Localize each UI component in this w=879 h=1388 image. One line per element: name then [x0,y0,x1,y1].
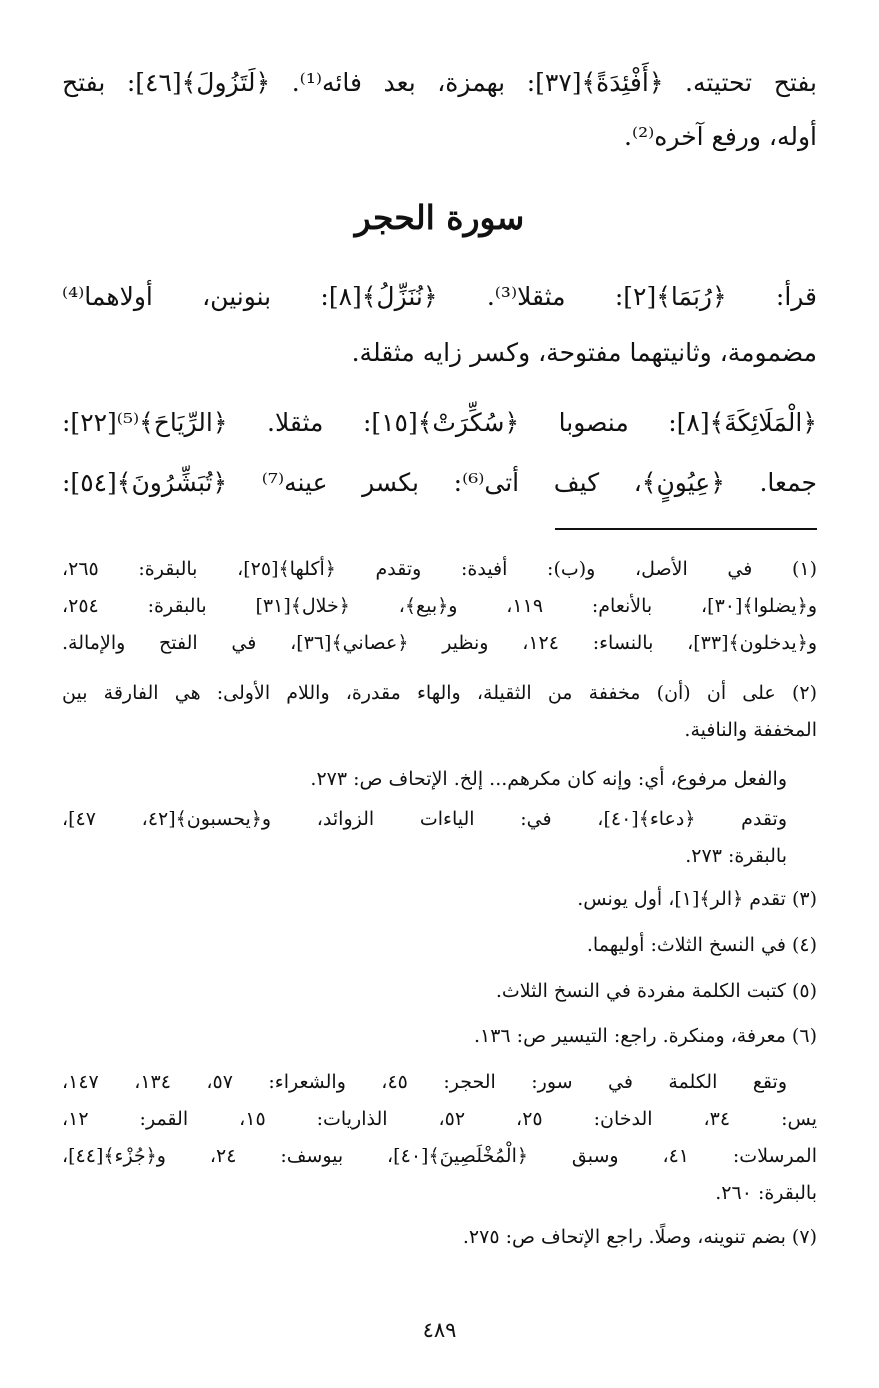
footnote-line: وتقع الكلمة في سور: الحجر: ٤٥، والشعراء: ٥٧، ١٣٤، ١٤٧، [62,1071,788,1093]
footnote-line: (٥) كتبت الكلمة مفردة في النسخ الثلاث. [495,980,817,1002]
footnote-line: (١) في الأصل، و(ب): أفيدة: وتقدم ﴿أكلها﴾[٢٥]، بالبقرة: ٢٦٥، [62,558,817,580]
footnote-line: و﴿يضلوا﴾[٣٠]، بالأنعام: ١١٩، و﴿بيع﴾، ﴿خلال﴾[٣١] بالبقرة: ٢٥٤، [62,595,818,617]
footnote-line: (٢) على أن (أن) مخففة من الثقيلة، والهاء مقدرة، واللام الأولى: هي الفارقة بين [62,682,817,704]
page-number: ٤٨٩ [422,1318,457,1342]
footnote-line: يس: ٣٤، الدخان: ٢٥، ٥٢، الذاريات: ١٥، القمر: ١٢، [62,1108,817,1130]
surah-title: سورة الحجر [354,198,525,237]
footnote-line: والفعل مرفوع، أي: وإنه كان مكرهم... إلخ. الإتحاف ص: ٢٧٣. [310,768,787,790]
continuation-line-1: بفتح تحتيته. ﴿أَفْئِدَةً﴾[٣٧]: بهمزة، بعد فائه⁽¹⁾. ﴿لَتَزُولَ﴾[٤٦]: بفتح [62,68,817,97]
body-line-1: قرأ: ﴿رُبَمَا﴾[٢]: مثقلا⁽³⁾. ﴿نُنَزِّلُ﴾[٨]: بنونين، أولاهما⁽⁴⁾ [62,282,818,311]
footnote-line: (٣) تقدم ﴿الر﴾[١]، أول يونس. [577,888,817,910]
footnote-separator [555,528,817,530]
footnote-line: و﴿يدخلون﴾[٣٣]، بالنساء: ١٢٤، ونظير ﴿عصاني﴾[٣٦]، في الفتح والإمالة. [62,632,817,654]
footnote-line: وتقدم ﴿دعاء﴾[٤٠]، في: الياءات الزوائد، و﴿يحسبون﴾[٤٢، ٤٧]، [62,808,787,830]
footnote-line: بالبقرة: ٢٧٣. [685,845,787,867]
body-line-3: ﴿الْمَلَائِكَةَ﴾[٨]: منصوبا ﴿سُكِّرَتْ﴾[١٥]: مثقلا. ﴿الرِّيَاحَ﴾⁽⁵⁾[٢٢]: [62,408,817,437]
footnote-line: المرسلات: ٤١، وسبق ﴿الْمُخْلَصِينَ﴾[٤٠]، بيوسف: ٢٤، و﴿جُزْء﴾[٤٤]، [62,1145,817,1167]
body-line-4: جمعا. ﴿عِيُونٍ﴾، كيف أتى⁽⁶⁾: بكسر عينه⁽⁷⁾ ﴿تُبَشِّرُونَ﴾[٥٤]: [62,468,818,497]
body-line-2: مضمومة، وثانيتهما مفتوحة، وكسر زايه مثقلة. [351,338,817,367]
footnote-line: بالبقرة: ٢٦٠. [715,1182,817,1204]
footnote-line: (٦) معرفة، ومنكرة. راجع: التيسير ص: ١٣٦. [473,1025,817,1047]
footnote-line: (٤) في النسخ الثلاث: أوليهما. [586,934,817,956]
footnote-line: (٧) بضم تنوينه، وصلًا. راجع الإتحاف ص: ٢٧٥. [462,1226,817,1248]
continuation-line-2: أوله، ورفع آخره⁽²⁾. [624,122,817,151]
footnote-line: المخففة والنافية. [684,719,817,741]
